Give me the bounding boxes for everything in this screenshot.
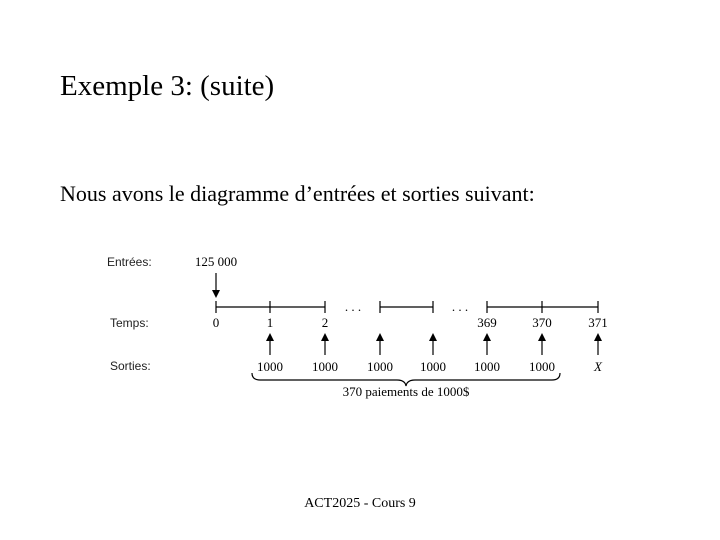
outflow-arrow	[376, 333, 384, 355]
payment-amount: 1000	[257, 359, 283, 374]
timeline-ellipsis-1: . . .	[344, 299, 362, 314]
inflow-arrow	[212, 273, 220, 298]
outflow-arrow	[594, 333, 602, 355]
slide-footer: ACT2025 - Cours 9	[304, 496, 416, 511]
payment-amount: 1000	[474, 359, 500, 374]
brace-label: 370 paiements de 1000$	[342, 384, 470, 399]
outflows-row-label: Sorties:	[110, 359, 151, 373]
time-label: 1	[266, 315, 274, 330]
time-label: 0	[212, 315, 220, 330]
time-label: 369	[477, 315, 497, 330]
time-label: 371	[588, 315, 608, 330]
payment-amount: 1000	[529, 359, 555, 374]
payment-amount: 1000	[420, 359, 446, 374]
timeline-ellipsis-2: . . .	[451, 299, 469, 314]
payment-amount: 1000	[367, 359, 393, 374]
outflow-arrow	[538, 333, 546, 355]
time-row-label: Temps:	[110, 316, 149, 330]
outflow-arrow	[266, 333, 274, 355]
inflows-row-label: Entrées:	[107, 255, 152, 269]
outflow-arrow	[321, 333, 329, 355]
outflow-arrow	[483, 333, 491, 355]
inflow-amount: 125 000	[194, 254, 238, 269]
time-label: 370	[532, 315, 552, 330]
slide-title: Exemple 3: (suite)	[60, 70, 275, 102]
final-payment-unknown: X	[594, 359, 602, 374]
slide-subtitle: Nous avons le diagramme d’entrées et sorties suivant:	[60, 181, 535, 206]
time-label: 2	[321, 315, 329, 330]
outflow-arrow	[429, 333, 437, 355]
payment-amount: 1000	[312, 359, 338, 374]
